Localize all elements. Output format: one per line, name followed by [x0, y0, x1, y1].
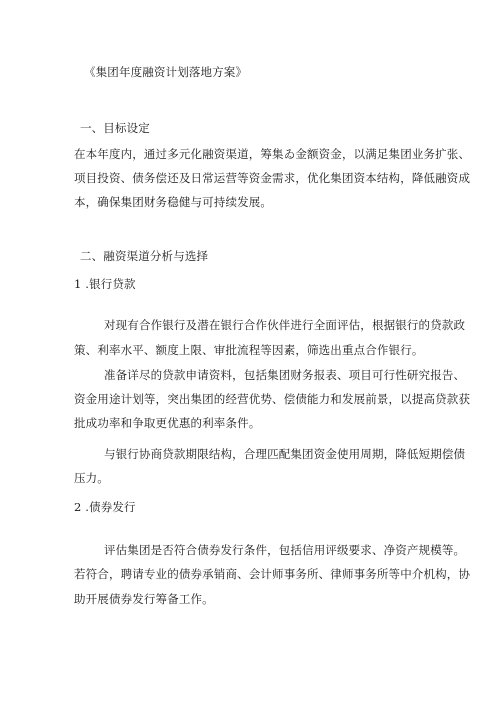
sub1-para1-line-1: 对现有合作银行及潜在银行合作伙伴进行全面评估，根据银行的贷款政	[104, 318, 466, 332]
sub1-para3-line-2: 压力。	[74, 471, 109, 485]
sub2-para1-line-2: 若符合，聘请专业的债券承销商、会计师事务所、律师事务所等中介机构，协	[74, 567, 471, 581]
document-title: 《集团年度融资计划落地方案》	[84, 65, 248, 79]
subsection-1-heading: 1 .银行贷款	[74, 277, 136, 291]
sub1-para3-line-1: 与银行协商贷款期限结构，合理匹配集团资金使用周期，降低短期偿债	[104, 447, 466, 461]
sub2-para1-line-1: 评估集团是否符合债券发行条件，包括信用评级要求、净资产规模等。	[104, 543, 466, 557]
sub1-para1-line-2: 策、利率水平、额度上限、审批流程等因素，筛选出重点合作银行。	[74, 343, 424, 357]
section-2-heading: 二、融资渠道分析与选择	[80, 249, 209, 263]
sub1-para2-line-1: 准备详尽的贷款申请资料，包括集团财务报表、项目可行性研究报告、	[104, 368, 466, 382]
sub2-para1-line-3: 助开展债券发行筹备工作。	[74, 592, 214, 606]
section-1-line-2: 项目投资、债务偿还及日常运营等资金需求，优化集团资本结构，降低融资成	[74, 171, 471, 185]
sub1-para2-line-2: 资金用途计划等，突出集团的经营优势、偿债能力和发展前景，以提高贷款获	[74, 392, 471, 406]
section-1-heading: 一、目标设定	[80, 121, 150, 135]
sub1-para2-line-3: 批成功率和争取更优惠的利率条件。	[74, 416, 261, 430]
section-1-line-1: 在本年度内，通过多元化融资渠道，筹集ゐ金额资金，以满足集团业务扩张、	[74, 147, 471, 161]
subsection-2-heading: 2 .债券发行	[74, 500, 136, 514]
section-1-line-3: 本，确保集团财务稳健与可持续发展。	[74, 195, 273, 209]
